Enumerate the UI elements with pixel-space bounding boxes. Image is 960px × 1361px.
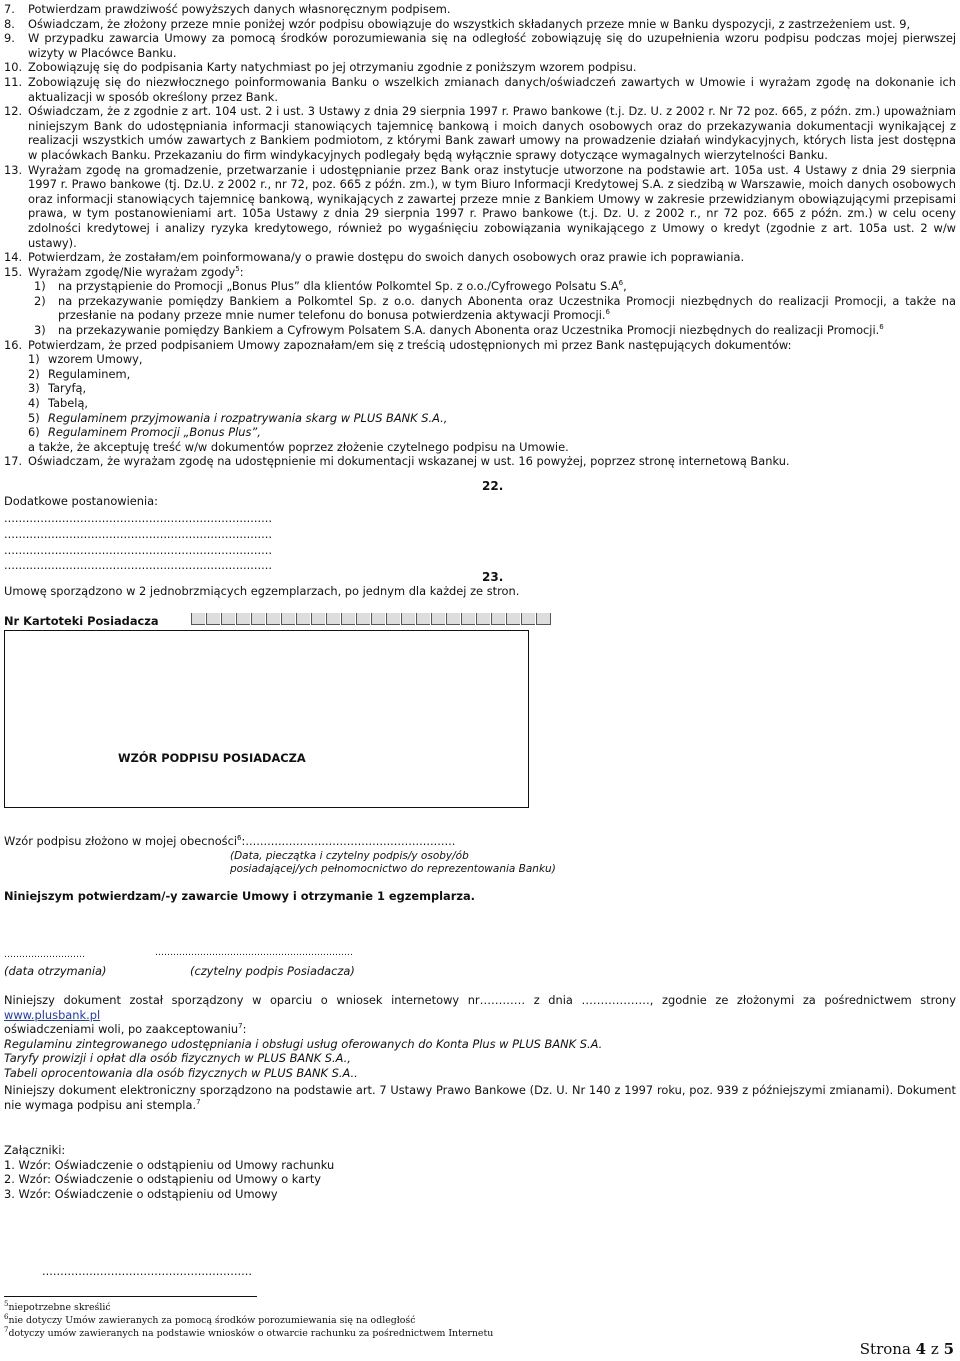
- card-digit-box[interactable]: [281, 613, 295, 625]
- document-item-2: 2) Regulaminem,: [28, 366, 131, 381]
- document-item-3: 3) Taryfą,: [28, 381, 87, 396]
- receipt-signature-dots[interactable]: …………………………………………………………: [155, 948, 353, 958]
- clause-11: 11. Zobowiązuję się do niezwłocznego poinformowania Banku o wszelkich zmianach danych/oświadczeń zawartych w Umowie i wyrażam zgodę na dokonanie ich aktualizacji w sposób określony przez Bank.: [4, 74, 956, 104]
- witness-statement: Wzór podpisu złożono w mojej obecności$^6$:..........................................................: [4, 834, 456, 848]
- additional-provisions-line-3[interactable]: ..........................................................................: [4, 543, 272, 557]
- plusbank-link[interactable]: www.plusbank.pl: [4, 1007, 101, 1022]
- card-digit-box[interactable]: [266, 613, 280, 625]
- section-22-number: 22.: [482, 479, 504, 493]
- page-number: Strona 4 z 5: [859, 1340, 954, 1358]
- receipt-signature-label: (czytelny podpis Posiadacza): [190, 964, 355, 978]
- clause-10: 10. Zobowiązuję się do podpisania Karty natychmiast po jej otrzymaniu zgodnie z poniższym wzorem podpisu.: [4, 60, 637, 75]
- section-23-number: 23.: [482, 570, 504, 584]
- card-digit-box[interactable]: [326, 613, 340, 625]
- clause-12: 12. Oświadczam, że z zgodnie z art. 104 ust. 2 i ust. 3 Ustawy z dnia 29 sierpnia 1997 r. Prawo bankowe (t.j. Dz. U. z 2002 r. Nr 72 poz. 665, z późn. zm.) upoważniam niniejszym Bank do udostępniania informacji stanowiących tajemnicę bankową i moich danych osobowych oraz do przekazywania dokumentacji wynikającej z realizacji wszystkich umów zawartych z Bankiem podmiotom, z którymi Bank zawarł umowy na prowadzenie działań windykacyjnych, których lista jest dostępna w placówkach Banku. Przekazaniu do firm windykacyjnych podlegały będą wyłącznie sprawy dotyczące wymagalnych wierzytelności Banku.: [4, 104, 956, 162]
- copies-statement: Umowę sporządzono w 2 jednobrzmiących egzemplarzach, po jednym dla każdej ze stron.: [4, 584, 520, 598]
- footnote-separator: [4, 1296, 257, 1297]
- card-digit-box[interactable]: [356, 613, 370, 625]
- clause-7: 7. Potwierdzam prawdziwość powyższych danych własnoręcznym podpisem.: [4, 2, 451, 16]
- attachment-1: 1. Wzór: Oświadczenie o odstąpieniu od Umowy rachunku: [4, 1157, 335, 1172]
- card-digit-box[interactable]: [416, 613, 430, 625]
- card-digit-box[interactable]: [491, 613, 505, 625]
- clause-16: 16. Potwierdzam, że przed podpisaniem Umowy zapoznałam/em się z treścią udostępnionych mi przez Bank następujących dokumentów: 1) wzorem Umowy, 2) Regulaminem, 3) Taryfą, 4) Tabelą, 5) Regulaminem przyjmowania i rozpatrywania skarg w PLUS BANK S.A., 6) Regulaminem Promocji „Bonus Plus”, a także, że akceptuję treść w/w dokumentów poprzez złożenie czytelnego podpisu na Umowie.: [4, 338, 956, 455]
- card-digit-box[interactable]: [431, 613, 445, 625]
- footnote-6: $^6$nie dotyczy Umów zawieranych za pomocą środków porozumiewania się na odległość: [4, 1312, 416, 1326]
- card-digit-box[interactable]: [536, 613, 551, 625]
- card-digit-box[interactable]: [206, 613, 220, 625]
- numbered-clauses: [4, 2, 956, 265]
- consent-option-1: 1) na przystąpienie do Promocji „Bonus Plus” dla klientów Polkomtel Sp. z o.o./Cyfrowego Polsatu $S.A^6$,: [34, 279, 627, 294]
- regulation-1: Regulaminu zintegrowanego udostępniania i obsługi usług oferowanych do Konta Plus w PLUS BANK S.A.: [4, 1036, 603, 1051]
- clause-14: 14. Potwierdzam, że zostałam/em poinformowana/y o prawie dostępu do swoich danych osobowych oraz prawie ich poprawiania.: [4, 250, 745, 265]
- card-digit-box[interactable]: [251, 613, 265, 625]
- card-digit-box[interactable]: [521, 613, 535, 625]
- document-item-5: 5) Regulaminem przyjmowania i rozpatrywania skarg w PLUS BANK S.A.,: [28, 410, 448, 425]
- card-digit-box[interactable]: [446, 613, 460, 625]
- additional-provisions-line-2[interactable]: ..........................................................................: [4, 527, 272, 541]
- clause-8: 8. Oświadczam, że złożony przeze mnie poniżej wzór podpisu obowiązuje do wszystkich składanych przeze mnie w Banku dyspozycji, z zastrzeżeniem ust. 9,: [4, 16, 911, 31]
- documents-list: [28, 352, 956, 440]
- regulation-3: Tabeli oprocentowania dla osób fizycznych w PLUS BANK S.A..: [4, 1065, 358, 1080]
- clause-13: 13. Wyrażam zgodę na gromadzenie, przetwarzanie i udostępnianie przez Bank oraz instytucje utworzone na podstawie art. 105a ust. 4 Ustawy z dnia 29 sierpnia 1997 r. Prawo bankowe (tj. Dz.U. z 2002 r., nr 72, poz. 665 z późn. zm.), w tym Biuro Informacji Kredytowej S.A. z siedzibą w Warszawie, moich danych osobowych oraz informacji stanowiących tajemnicę bankową, wynikających z zawartej przeze mnie z Bankiem Umowy w zakresie przewidzianym obowiązującymi przepisami prawa, w tym postanowieniami art. 105a Ustawy z dnia 29 sierpnia 1997 r. Prawo bankowe (t.j. Dz. U. z 2002 r., nr 72 poz. 665 z późn. zm.) w celu oceny zdolności kredytowej i analizy ryzyka kredytowego, również po wygaśnięciu zobowiązania wynikającego z Umowy o kredyt (zgodnie z art. 105a ust. 2 w/w ustawy).: [4, 162, 956, 250]
- card-digit-box[interactable]: [386, 613, 400, 625]
- card-digit-box[interactable]: [476, 613, 490, 625]
- additional-provisions-label: Dodatkowe postanowienia:: [4, 494, 158, 508]
- card-digit-box[interactable]: [221, 613, 235, 625]
- card-digit-box[interactable]: [371, 613, 385, 625]
- card-digit-box[interactable]: [236, 613, 250, 625]
- additional-provisions-line-4[interactable]: ..........................................................................: [4, 558, 272, 572]
- document-item-6: 6) Regulaminem Promocji „Bonus Plus”,: [28, 425, 261, 440]
- card-number-boxes[interactable]: [191, 613, 551, 625]
- footnote-5: $^5$niepotrzebne skreślić: [4, 1299, 111, 1313]
- receipt-date-label: (data otrzymania): [4, 964, 107, 978]
- receipt-date-dots[interactable]: ………………………: [4, 950, 85, 960]
- document-item-4: 4) Tabelą,: [28, 396, 89, 411]
- regulation-2: Taryfy prowizji i opłat dla osób fizycznych w PLUS BANK S.A.,: [4, 1051, 351, 1066]
- card-digit-box[interactable]: [296, 613, 310, 625]
- card-digit-box[interactable]: [191, 613, 205, 625]
- witness-caption-2: posiadającej/ych pełnomocnictwo do reprezentowania Banku): [230, 863, 556, 875]
- clause-15: 15. Wyrażam zgodę/Nie wyrażam zgody$^5$: 1) na przystąpienie do Promocji „Bonus Plus” dla klientów Polkomtel Sp. z o.o./Cyfrowego Polsatu $S.A^6$, 2) na przekazywanie pomiędzy Bankiem a Polkomtel Sp. z o.o. danych Abonenta oraz Uczestnika Promocji niezbędnych do realizacji Promocji, a także na przesłanie na podany przeze mnie numer telefonu do bonusa potwierdzenia aktywacji Promocji.$^6$ 3) na przekazywanie pomiędzy Bankiem a Cyfrowym Polsatem S.A. danych Abonenta oraz Uczestnika Promocji niezbędnych do realizacji Promocji.$^6$: [4, 264, 956, 338]
- card-number-label: Nr Kartoteki Posiadacza: [4, 614, 159, 628]
- confirmation-statement: Niniejszym potwierdzam/-y zawarcie Umowy i otrzymanie 1 egzemplarza.: [4, 889, 475, 903]
- attachments-label: Załączniki:: [4, 1143, 66, 1157]
- additional-provisions-line-1[interactable]: ..........................................................................: [4, 511, 272, 525]
- attachments: [4, 1143, 334, 1201]
- clauses-list: [4, 2, 956, 469]
- card-digit-box[interactable]: [341, 613, 355, 625]
- clause-9: 9. W przypadku zawarcia Umowy za pomocą środków porozumiewania się na odległość zobowiązuję się do uzupełnienia wzoru podpisu podczas mojej pierwszej wizyty w Placówce Banku.: [4, 31, 956, 60]
- consent-option-2: 2) na przekazywanie pomiędzy Bankiem a Polkomtel Sp. z o.o. danych Abonenta oraz Uczestnika Promocji niezbędnych do realizacji Promocji, a także na przesłanie na podany przeze mnie numer telefonu do bonusa potwierdzenia aktywacji Promocji.$^6$: [34, 293, 956, 323]
- internet-basis-paragraph: Niniejszy dokument został sporządzony w oparciu o wniosek internetowy nr………… z dnia ………………, zgodnie ze złożonymi za pośrednictwem strony www.plusbank.pl oświadczeniami woli, po zaakceptowaniu$^7$: Regulaminu zintegrowanego udostępniania i obsługi usług oferowanych do Konta Plus w PLUS BANK S.A. Taryfy prowizji i opłat dla osób fizycznych w PLUS BANK S.A., Tabeli oprocentowania dla osób fizycznych w PLUS BANK S.A..: [4, 993, 956, 1080]
- electronic-document-note: Niniejszy dokument elektroniczny sporządzono na podstawie art. 7 Ustawy Prawo Bankowe (Dz. U. Nr 140 z 1997 roku, poz. 939 z późniejszymi zmianami). Dokument nie wymaga podpisu ani stempla.$^7$: [4, 1083, 956, 1112]
- attachment-3: 3. Wzór: Oświadczenie o odstąpieniu od Umowy: [4, 1186, 278, 1201]
- consent-option-3: 3) na przekazywanie pomiędzy Bankiem a Cyfrowym Polsatem S.A. danych Abonenta oraz Uczestnika Promocji niezbędnych do realizacji Promocji.$^6$: [34, 323, 884, 338]
- attachment-2: 2. Wzór: Oświadczenie o odstąpieniu od Umowy o karty: [4, 1172, 322, 1187]
- card-digit-box[interactable]: [311, 613, 325, 625]
- bottom-signature-dots[interactable]: ..........................................................: [42, 1264, 253, 1278]
- card-digit-box[interactable]: [401, 613, 415, 625]
- signature-specimen-label: WZÓR PODPISU POSIADACZA: [118, 751, 306, 765]
- clause-15-subitems: [28, 279, 956, 337]
- card-digit-box[interactable]: [461, 613, 475, 625]
- clause-17: 17. Oświadczam, że wyrażam zgodę na udostępnienie mi dokumentacji wskazanej w ust. 16 powyżej, poprzez stronę internetową Banku.: [4, 454, 790, 469]
- document-item-1: 1) wzorem Umowy,: [28, 352, 143, 367]
- signature-box[interactable]: [4, 630, 529, 808]
- footnote-7: $^7$dotyczy umów zawieranych na podstawie wniosków o otwarcie rachunku za pośrednictwem Internetu: [4, 1325, 494, 1339]
- clause-16-closing: a także, że akceptuję treść w/w dokumentów poprzez złożenie czytelnego podpisu na Umowie.: [28, 439, 569, 454]
- card-digit-box[interactable]: [506, 613, 520, 625]
- witness-caption-1: (Data, pieczątka i czytelny podpis/y osoby/ób: [230, 850, 469, 862]
